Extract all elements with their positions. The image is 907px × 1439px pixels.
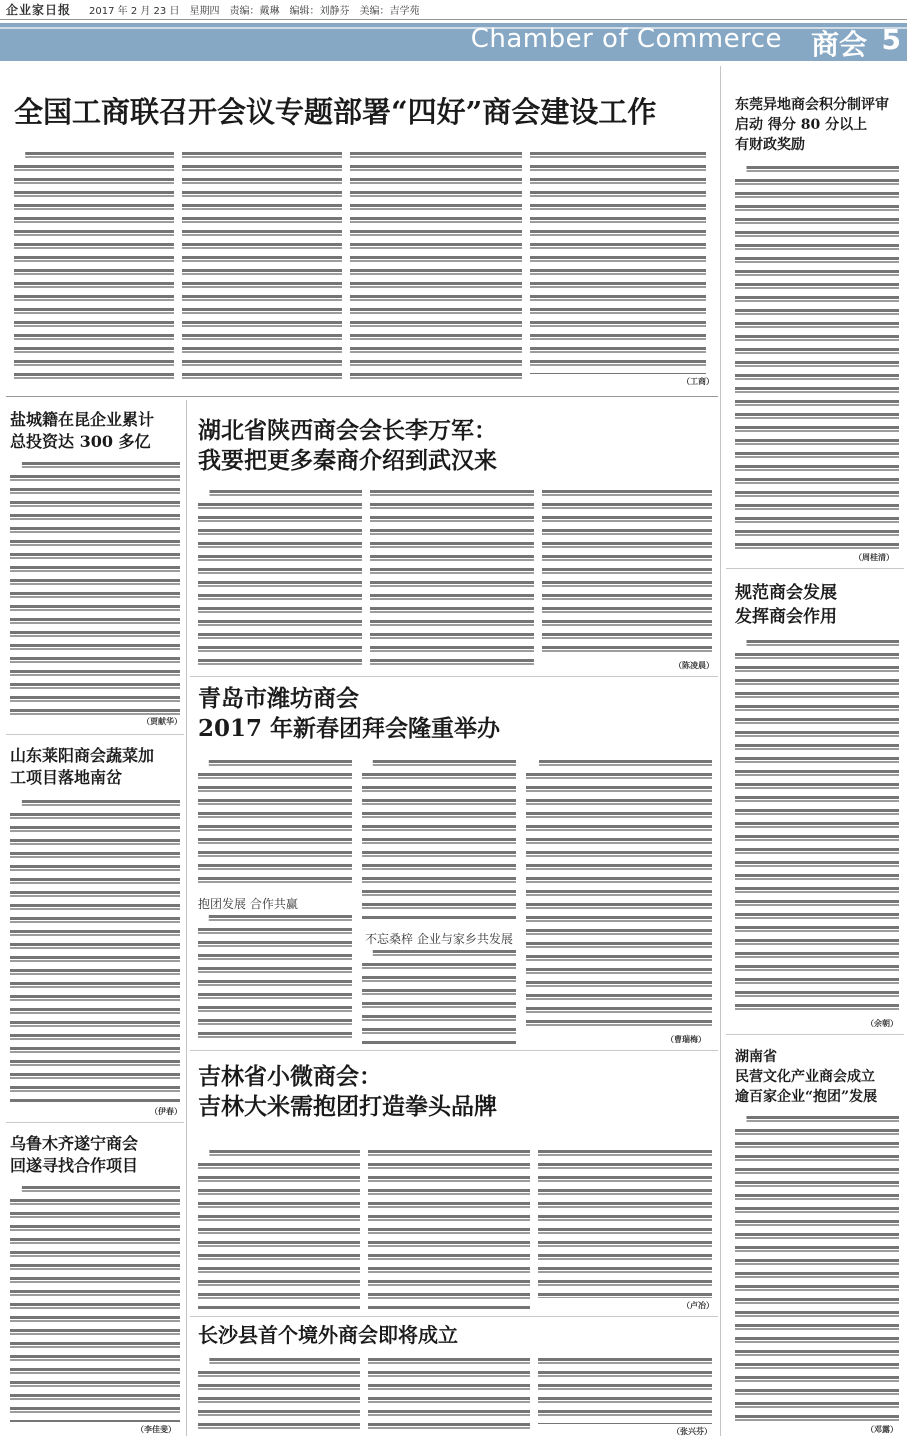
yancheng-credit: （贾献华） [142, 717, 182, 726]
editor: 编辑：刘静芬 [289, 6, 350, 17]
qingdao-text-col-2b [362, 950, 516, 1045]
guifan-credit: （余朝） [866, 1019, 898, 1028]
qingdao-headline-2: 2017 年新春团拜会隆重举办 [198, 715, 501, 742]
hunan-credit: （邓露） [866, 1425, 898, 1434]
dongguan-credit: （周桂清） [854, 553, 894, 562]
duty-editor: 责编：戴琳 [229, 6, 280, 17]
main-credit: （工商） [682, 377, 714, 386]
hunan-text [735, 1116, 899, 1422]
changsha-text-col-1 [198, 1358, 360, 1436]
hubei-headline-1: 湖北省陕西商会会长李万军： [198, 417, 497, 444]
main-text-col-1 [14, 152, 174, 386]
main-text-col-2 [182, 152, 342, 386]
qingdao-text-col-2a [362, 760, 516, 920]
jilin-credit: （卢冶） [682, 1301, 714, 1310]
jilin-text-col-3 [538, 1150, 712, 1298]
dongguan-headline-1: 东莞异地商会积分制评审 [735, 97, 889, 113]
yancheng-text [10, 462, 180, 716]
guifan-headline-1: 规范商会发展 [735, 583, 837, 603]
laiyang-credit: （伊春） [150, 1107, 182, 1116]
hubei-text-col-2 [370, 490, 534, 670]
jilin-bottom-rule [190, 1316, 718, 1317]
qingdao-text-col-3 [526, 760, 712, 1030]
hubei-text-col-1 [198, 490, 362, 670]
hubei-bottom-rule [190, 676, 718, 677]
urumqi-headline-1: 乌鲁木齐遂宁商会 [10, 1134, 139, 1153]
qingdao-subhead-2: 不忘桑梓 企业与家乡共发展 [365, 932, 513, 946]
dongguan-text [735, 166, 899, 550]
paper-name: 企业家日报 [6, 3, 72, 17]
main-headline: 全国工商联召开会议专题部署“四好”商会建设工作 [14, 95, 657, 129]
guifan-bottom-rule [726, 1034, 904, 1035]
art-editor: 美编：吉学苑 [359, 6, 420, 17]
hubei-headline-2: 我要把更多秦商介绍到武汉来 [198, 447, 497, 474]
hubei-text-col-3 [542, 490, 712, 656]
issue-date: 2017 年 2 月 23 日 [89, 6, 180, 17]
jilin-headline-1: 吉林省小微商会： [198, 1063, 382, 1090]
hunan-headline-3: 逾百家企业“抱团”发展 [735, 1089, 878, 1105]
right-column-divider [720, 66, 721, 1436]
qingdao-headline-1: 青岛市潍坊商会 [198, 685, 359, 712]
section-band [0, 23, 907, 61]
yancheng-bottom-rule [6, 734, 184, 735]
main-text-col-4 [530, 152, 706, 374]
main-text-col-3 [350, 152, 522, 386]
urumqi-headline-2: 回遂寻找合作项目 [10, 1156, 139, 1175]
jilin-headline-2: 吉林大米需抱团打造拳头品牌 [198, 1093, 497, 1120]
hunan-headline-1: 湖南省 [735, 1049, 777, 1065]
yancheng-headline-2: 总投资达 300 多亿 [10, 432, 151, 451]
jilin-text-col-2 [368, 1150, 530, 1310]
qingdao-subhead-1: 抱团发展 合作共赢 [198, 897, 298, 911]
changsha-text-col-2 [368, 1358, 530, 1436]
hubei-credit: （陈凌晨） [674, 661, 714, 670]
yancheng-headline-1: 盐城籍在昆企业累计 [10, 410, 155, 429]
dongguan-headline-2: 启动 得分 80 分以上 [735, 117, 868, 133]
dongguan-headline-3: 有财政奖励 [735, 137, 805, 153]
laiyang-text [10, 800, 180, 1102]
page-number: 5 [881, 23, 901, 56]
changsha-credit: （张兴芬） [672, 1427, 712, 1436]
issue-weekday: 星期四 [189, 6, 220, 17]
urumqi-text [10, 1186, 180, 1422]
guifan-headline-2: 发挥商会作用 [735, 607, 837, 627]
laiyang-headline-2: 工项目落地南岔 [10, 768, 123, 787]
urumqi-credit: （李佳斐） [136, 1425, 176, 1434]
qingdao-text-col-1a [198, 760, 352, 890]
qingdao-bottom-rule [190, 1050, 718, 1051]
laiyang-headline-1: 山东莱阳商会蔬菜加 [10, 746, 155, 765]
changsha-headline: 长沙县首个境外商会即将成立 [198, 1323, 458, 1347]
qingdao-credit: （曹瑞梅） [666, 1035, 706, 1044]
left-column-divider [186, 400, 187, 1436]
hunan-headline-2: 民营文化产业商会成立 [735, 1069, 875, 1085]
qingdao-text-col-1b [198, 915, 352, 1045]
main-bottom-rule [6, 396, 718, 397]
changsha-text-col-3 [538, 1358, 712, 1424]
guifan-text [735, 640, 899, 1016]
section-chinese: 商会 [810, 28, 867, 61]
laiyang-bottom-rule [6, 1122, 184, 1123]
jilin-text-col-1 [198, 1150, 360, 1310]
section-english: Chamber of Commerce [470, 24, 782, 54]
masthead [0, 0, 907, 20]
dongguan-bottom-rule [726, 568, 904, 569]
